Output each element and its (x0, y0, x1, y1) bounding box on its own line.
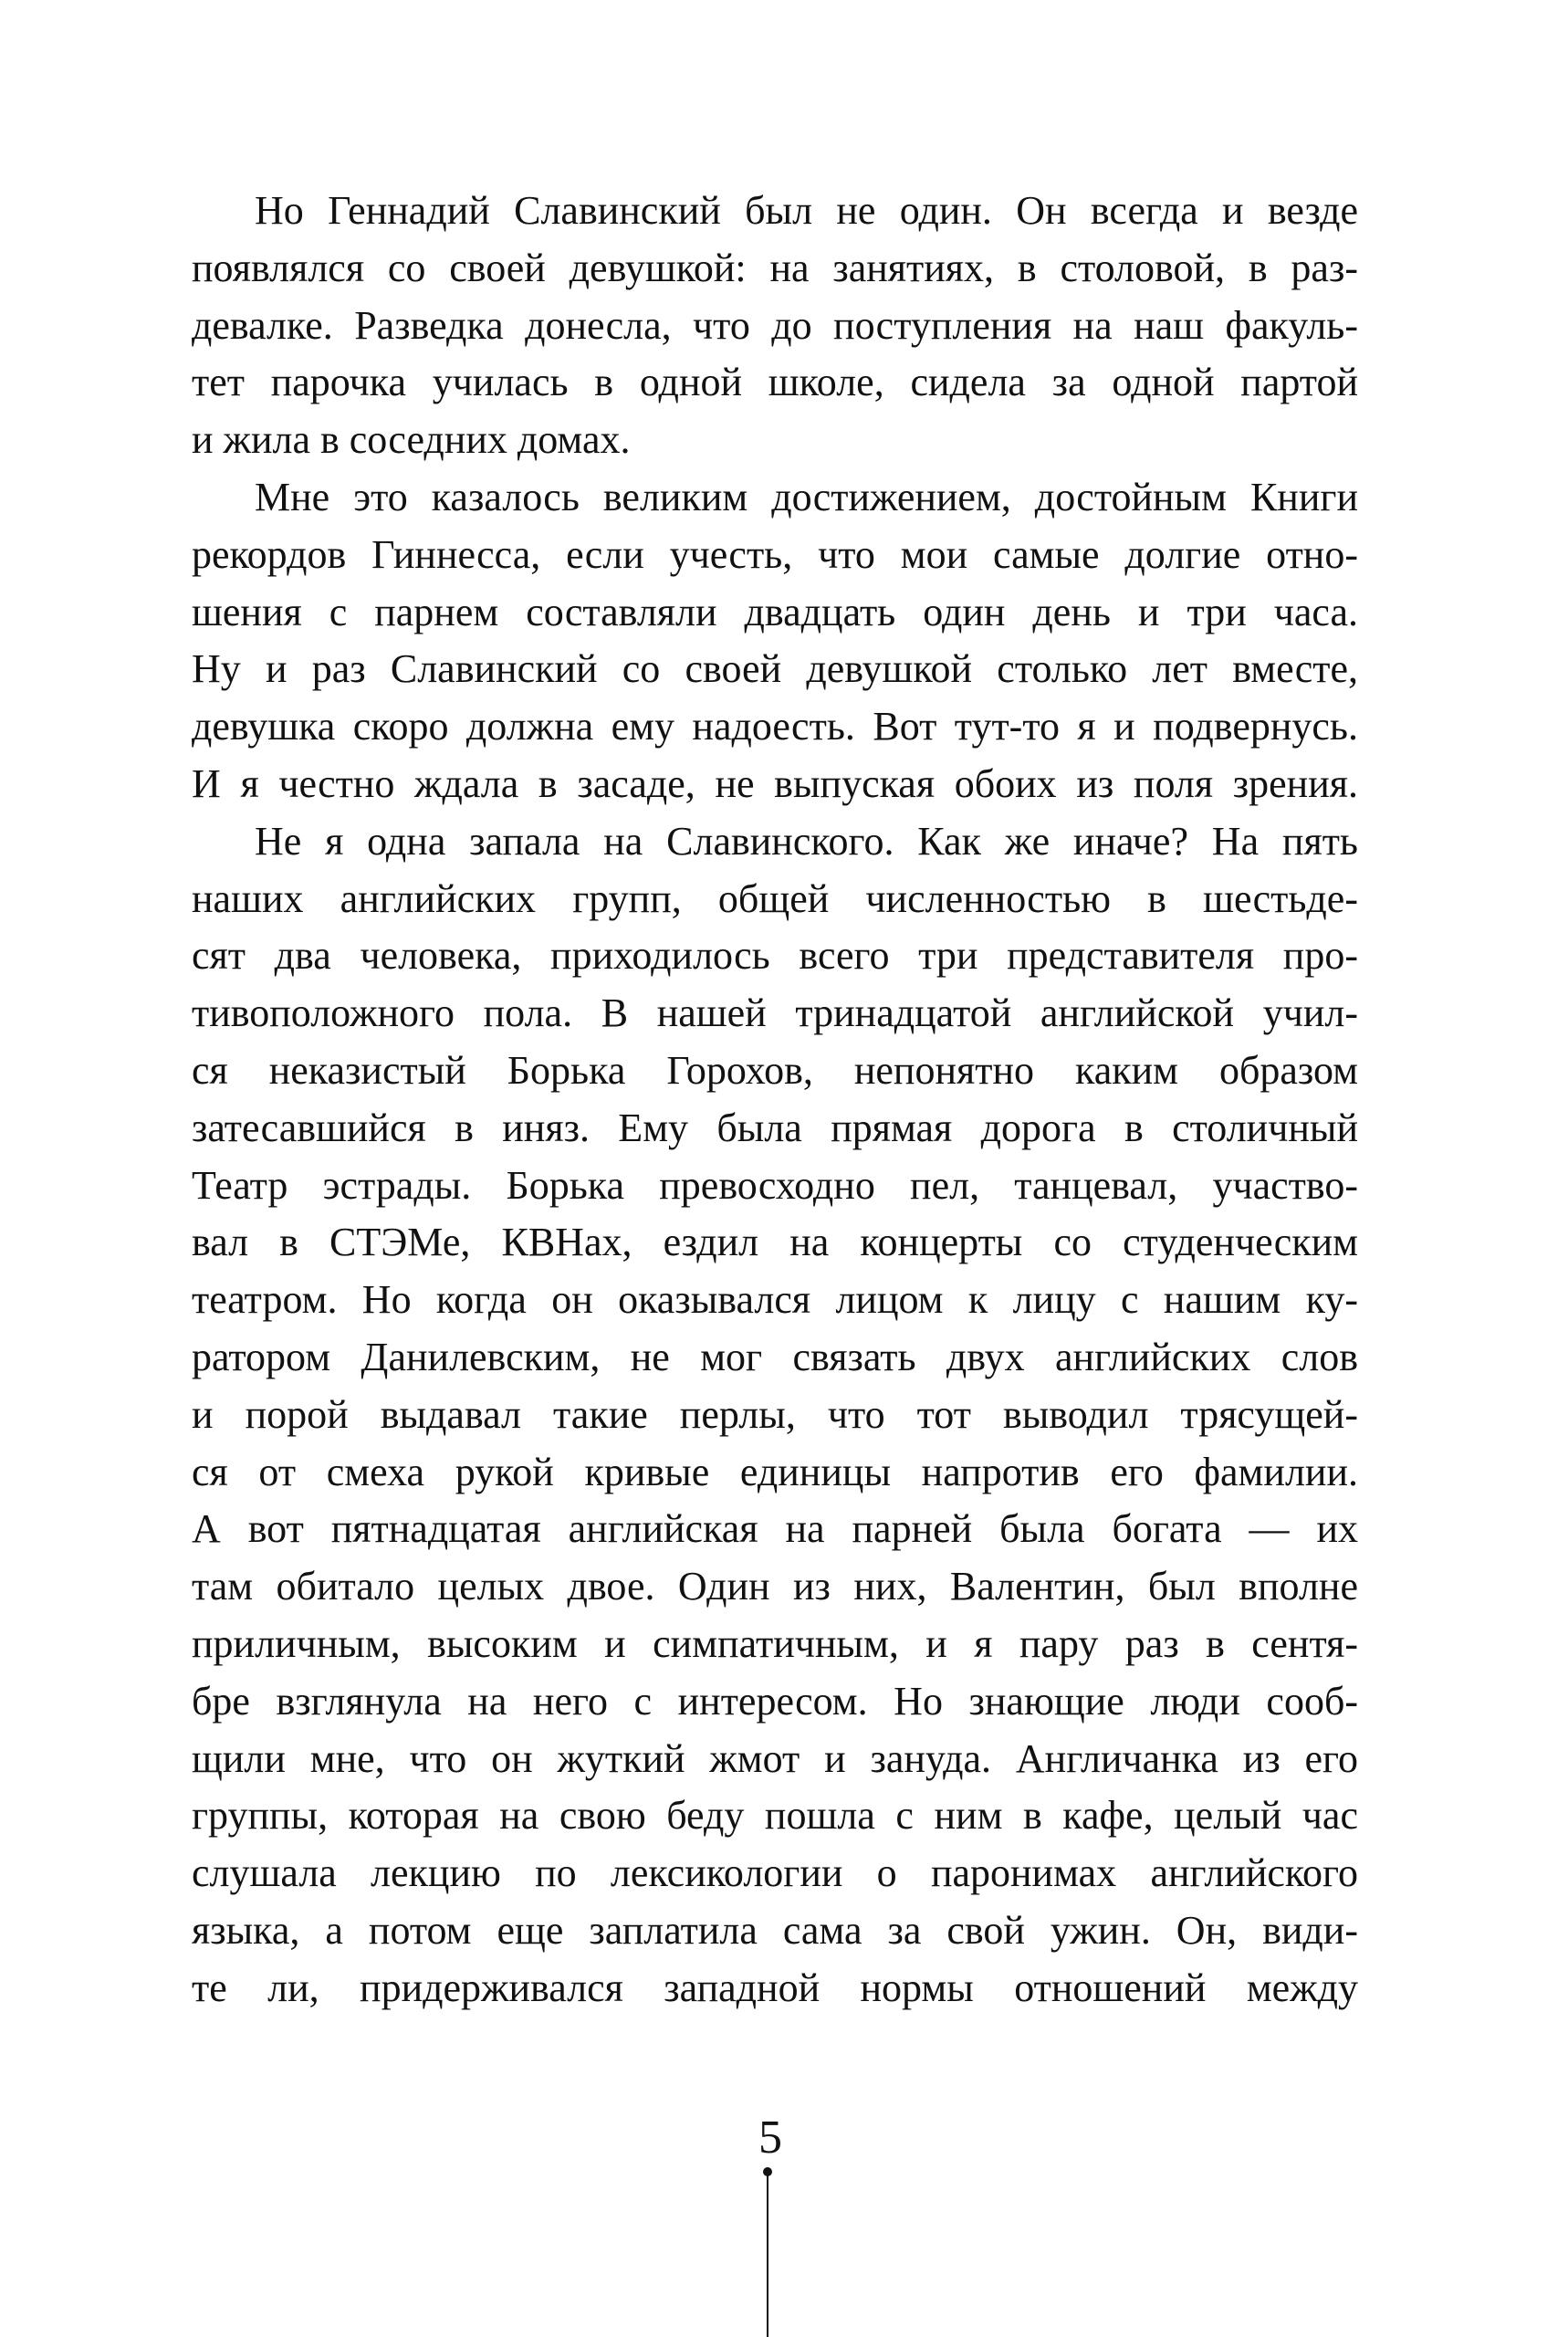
paragraph-3-line-3: сят два человека, приходилось всего три представителя про- (192, 933, 1358, 979)
paragraph-3-line-15: приличным, высоким и симпатичным, и я пару раз в сентя- (192, 1620, 1358, 1666)
paragraph-2-line-3: шения с парнем составляли двадцать один день и три часа. (192, 589, 1358, 634)
paragraph-2-line-6: И я честно ждала в засаде, не выпуская обоих из поля зрения. (192, 760, 1358, 806)
paragraph-1-line-2: появлялся со своей девушкой: на занятиях, в столовой, в раз- (192, 245, 1358, 290)
paragraph-1-line-1: Но Геннадий Славинский был не один. Он всегда и везде (255, 188, 1358, 233)
paragraph-3-line-4: тивоположного пола. В нашей тринадцатой английской учил- (192, 990, 1358, 1036)
paragraph-3-line-12: ся от смеха рукой кривые единицы напротив его фамилии. (192, 1449, 1358, 1494)
paragraph-3-line-13: А вот пятнадцатая английская на парней была богата — их (192, 1506, 1358, 1552)
paragraph-3-line-16: бре взглянула на него с интересом. Но знающие люди сооб- (192, 1678, 1358, 1724)
paragraph-2-line-4: Ну и раз Славинский со своей девушкой столько лет вместе, (192, 646, 1358, 692)
paragraph-3-line-9: театром. Но когда он оказывался лицом к лицу с нашим ку- (192, 1277, 1358, 1323)
paragraph-3-line-5: ся неказистый Борька Горохов, непонятно каким образом (192, 1047, 1358, 1093)
paragraph-1-line-3: девалке. Разведка донесла, что до поступления на наш факуль- (192, 302, 1358, 348)
paragraph-3-line-10: ратором Данилевским, не мог связать двух английских слов (192, 1334, 1358, 1379)
paragraph-3-line-2: наших английских групп, общей численностью в шестьде- (192, 875, 1358, 921)
paragraph-3-line-21: те ли, придерживался западной нормы отношений между (192, 1965, 1358, 2010)
paragraph-1-line-5: и жила в соседних домах. (192, 417, 631, 463)
paragraph-3-line-19: слушала лекцию по лексикологии о паронимах английского (192, 1850, 1358, 1896)
paragraph-3-line-8: вал в СТЭМе, КВНах, ездил на концерты со студенческим (192, 1220, 1358, 1265)
paragraph-3-line-6: затесавшийся в иняз. Ему была прямая дорога в столичный (192, 1105, 1358, 1150)
paragraph-3-line-1: Не я одна запала на Славинского. Как же иначе? На пять (255, 818, 1358, 864)
paragraph-1-line-4: тет парочка училась в одной школе, сидела за одной партой (192, 360, 1358, 405)
body-text (192, 183, 1358, 2017)
paragraph-3-line-11: и порой выдавал такие перлы, что тот выводил трясущей- (192, 1391, 1358, 1437)
paragraph-2-line-5: девушка скоро должна ему надоесть. Вот тут-то я и подвернусь. (192, 704, 1358, 749)
paragraph-3-line-20: языка, а потом еще заплатила сама за свой ужин. Он, види- (192, 1907, 1358, 1953)
paragraph-3-line-14: там обитало целых двое. Один из них, Валентин, был вполне (192, 1564, 1358, 1609)
paragraph-3-line-18: группы, которая на свою беду пошла с ним в кафе, целый час (192, 1793, 1358, 1839)
paragraph-3-line-7: Театр эстрады. Борька превосходно пел, танцевал, участво- (192, 1162, 1358, 1208)
page-number: 5 (758, 2112, 782, 2164)
paragraph-2-line-1: Мне это казалось великим достижением, достойным Книги (255, 474, 1358, 519)
paragraph-3-line-17: щили мне, что он жуткий жмот и зануда. Англичанка из его (192, 1735, 1358, 1781)
paragraph-2-line-2: рекордов Гиннесса, если учесть, что мои самые долгие отно- (192, 531, 1358, 577)
folio-vertical-rule (767, 2172, 768, 2337)
